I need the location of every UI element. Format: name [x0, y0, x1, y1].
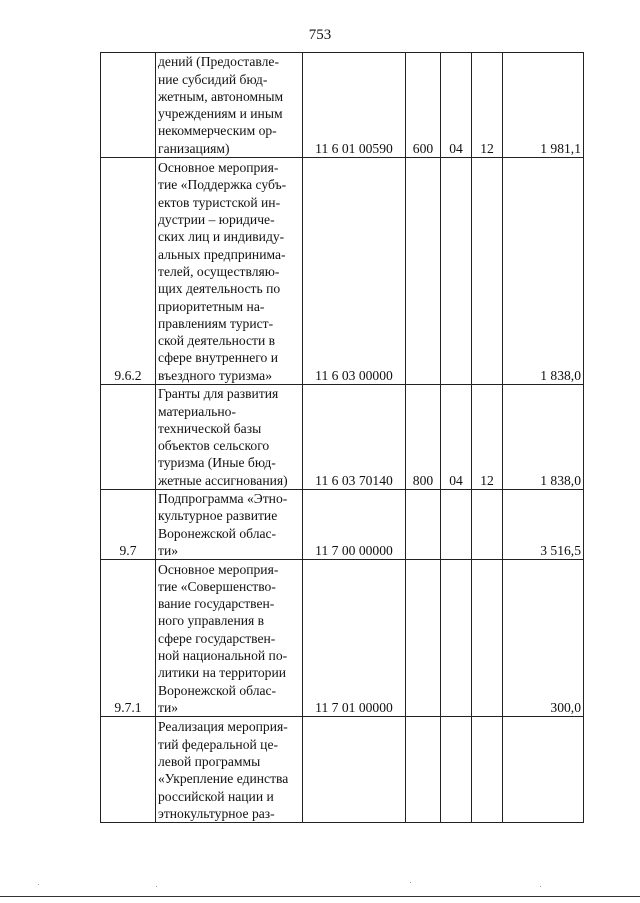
row-vr: [406, 158, 441, 385]
row-number: [101, 717, 156, 823]
budget-table-body: [101, 53, 584, 823]
table-row: [101, 717, 584, 823]
row-rz: [441, 717, 472, 823]
row-sum: 1 838,0: [503, 385, 584, 490]
row-name: Подпрограмма «Этно- культурное развитие Воронежской облас- ти»: [156, 490, 303, 560]
row-sum: 1 981,1: [503, 53, 584, 158]
row-number: 9.6.2: [101, 158, 156, 385]
row-vr: [406, 560, 441, 717]
row-pr: 12: [472, 385, 503, 490]
table-row: [101, 385, 584, 490]
row-code: 11 7 01 00000: [303, 560, 406, 717]
row-number: 9.7: [101, 490, 156, 560]
row-name: Основное мероприя- тие «Поддержка субъ- ектов туристской ин- дустрии – юридиче- ских лиц и индивиду- альных предпринима- телей, осуществляю- щих деятельность по приоритетным на- правлениям турист- ской деятельности в сфере внутреннего и въездного туризма»: [156, 158, 303, 385]
row-rz: [441, 490, 472, 560]
row-vr: [406, 490, 441, 560]
row-sum: 300,0: [503, 560, 584, 717]
row-pr: [472, 490, 503, 560]
row-pr: [472, 560, 503, 717]
page-number: 753: [308, 27, 332, 43]
row-name: Основное мероприя- тие «Совершенство- вание государствен- ного управления в сфере государствен- ной национальной по- литики на территории Воронежской облас- ти»: [156, 560, 303, 717]
row-vr: [406, 717, 441, 823]
row-pr: [472, 717, 503, 823]
table-row: [101, 560, 584, 717]
row-code: 11 7 00 00000: [303, 490, 406, 560]
row-number: 9.7.1: [101, 560, 156, 717]
row-code: 11 6 01 00590: [303, 53, 406, 158]
page-bottom-edge: [0, 896, 640, 897]
table-row: [101, 53, 584, 158]
row-sum: [503, 717, 584, 823]
scan-speck: [410, 882, 411, 883]
row-sum: 1 838,0: [503, 158, 584, 385]
scan-speck: [540, 886, 541, 887]
row-pr: [472, 158, 503, 385]
row-name: Реализация мероприя- тий федеральной це- левой программы «Укрепление единства российской нации и этнокультурное раз-: [156, 717, 303, 823]
row-rz: [441, 560, 472, 717]
table-row: [101, 490, 584, 560]
row-rz: [441, 158, 472, 385]
row-vr: 800: [406, 385, 441, 490]
row-code: [303, 717, 406, 823]
row-number: [101, 385, 156, 490]
scan-speck: [156, 886, 157, 887]
row-sum: 3 516,5: [503, 490, 584, 560]
row-pr: 12: [472, 53, 503, 158]
scan-speck: [38, 884, 39, 885]
row-code: 11 6 03 00000: [303, 158, 406, 385]
row-number: [101, 53, 156, 158]
row-vr: 600: [406, 53, 441, 158]
row-name: дений (Предоставле- ние субсидий бюд- жетным, автономным учреждениям и иным некоммерческим ор- ганизациям): [156, 53, 303, 158]
budget-table: [100, 52, 584, 823]
table-row: [101, 158, 584, 385]
row-rz: 04: [441, 53, 472, 158]
row-rz: 04: [441, 385, 472, 490]
row-code: 11 6 03 70140: [303, 385, 406, 490]
row-name: Гранты для развития материально- технической базы объектов сельского туризма (Иные бюд- жетные ассигнования): [156, 385, 303, 490]
